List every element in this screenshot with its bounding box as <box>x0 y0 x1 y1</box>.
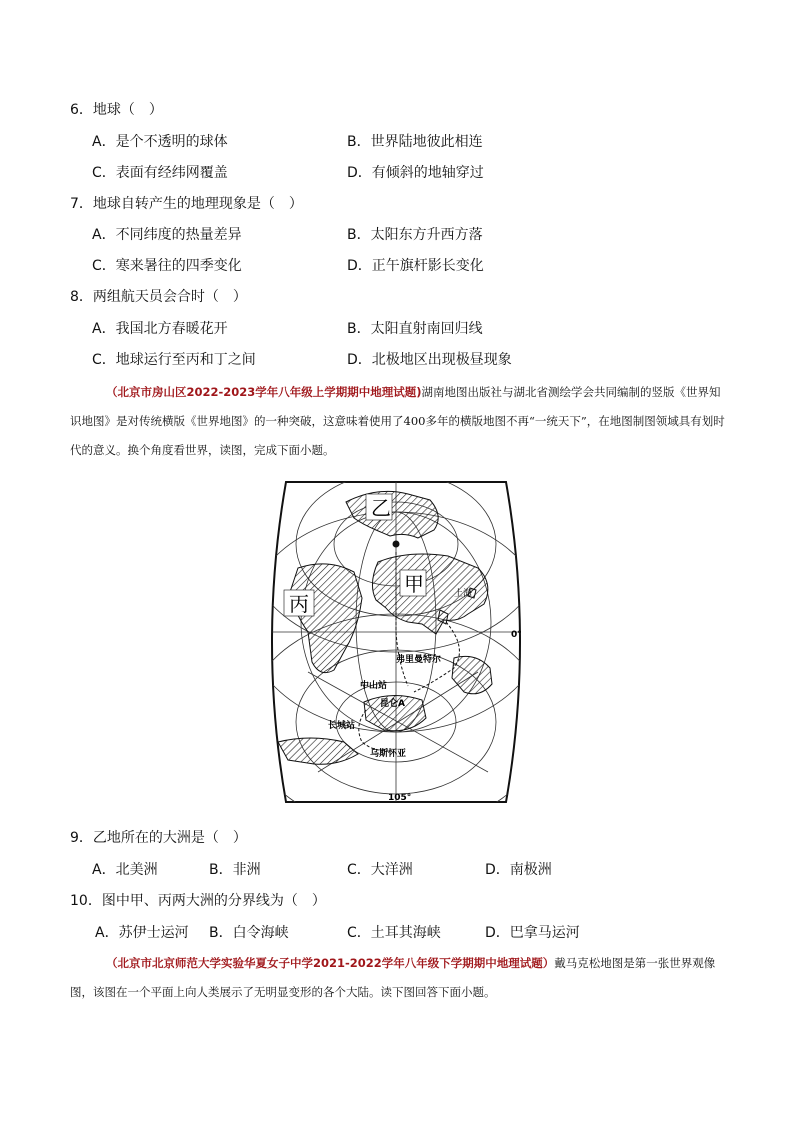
q8-option-b[interactable]: B．太阳直射南回归线 <box>347 321 483 337</box>
q7-option-a[interactable]: A．不同纬度的热量差异 <box>92 227 242 243</box>
map-label-shanghai: 上海 <box>454 589 473 599</box>
q8-option-a[interactable]: A．我国北方春暖花开 <box>92 321 228 337</box>
map-label-105-degree: 105° <box>388 793 412 803</box>
q10-option-a[interactable]: A．苏伊士运河 <box>95 925 189 941</box>
map-label-kunlun: 昆仑A <box>380 699 405 709</box>
map-label-yi: 乙 <box>371 496 391 520</box>
q8-option-d[interactable]: D．北极地区出现极昼现象 <box>347 352 512 368</box>
q6-option-a[interactable]: A．是个不透明的球体 <box>92 134 228 150</box>
q6-stem: 6．地球（ ） <box>70 102 163 118</box>
q7-option-c[interactable]: C．寒来暑往的四季变化 <box>92 258 242 274</box>
intro-2-text: 戴马克松地图是第一张世界观像图，该图在一个平面上向人类展示了无明显变形的各个大陆。读下图回答下面小题。 <box>70 956 716 999</box>
intro-1-text: 湖南地图出版社与湖北省测绘学会共同编制的竖版《世界知识地图》是对传统横版《世界地图》的一种突破，这意味着使用了400多年的横版地图不再“一统天下”，在地图制图领域具有划时代的意义。换个角度看世界，读图，完成下面小题。 <box>70 385 725 457</box>
map-label-bing: 丙 <box>289 592 309 616</box>
intro-paragraph-1 <box>70 378 730 465</box>
q8-stem: 8．两组航天员会合时（ ） <box>70 289 247 305</box>
q7-option-b[interactable]: B．太阳东方升西方落 <box>347 227 483 243</box>
q9-option-d[interactable]: D．南极洲 <box>485 862 552 878</box>
q9-option-c[interactable]: C．大洋洲 <box>347 862 413 878</box>
q8-option-c[interactable]: C．地球运行至丙和丁之间 <box>92 352 256 368</box>
beijing-point <box>393 541 400 548</box>
intro-1-source: （北京市房山区2022-2023学年八年级上学期期中地理试题) <box>106 385 422 399</box>
q6-option-b[interactable]: B．世界陆地彼此相连 <box>347 134 483 150</box>
intro-paragraph-2 <box>70 949 730 1007</box>
q9-option-a[interactable]: A．北美洲 <box>92 862 158 878</box>
q10-option-c[interactable]: C．土耳其海峡 <box>347 925 441 941</box>
intro-2-source: （北京市北京师范大学实验华夏女子中学2021-2022学年八年级下学期期中地理试题） <box>106 956 555 970</box>
map-label-0-degree: 0° <box>511 630 522 640</box>
map-label-zhongshan-station: 中山站 <box>360 681 388 691</box>
map-label-fremantle: 弗里曼特尔 <box>396 655 442 665</box>
q10-stem: 10．图中甲、丙两大洲的分界线为（ ） <box>70 893 326 909</box>
q6-option-c[interactable]: C．表面有经纬网覆盖 <box>92 165 228 181</box>
q9-option-b[interactable]: B．非洲 <box>209 862 261 878</box>
q10-option-d[interactable]: D．巴拿马运河 <box>485 925 580 941</box>
map-label-changcheng-station: 长城站 <box>328 721 356 731</box>
q7-stem: 7．地球自转产生的地理现象是（ ） <box>70 196 303 212</box>
q7-option-d[interactable]: D．正午旗杆影长变化 <box>347 258 484 274</box>
map-label-jia: 甲 <box>404 572 424 596</box>
map-label-ushuaia: 乌斯怀亚 <box>370 749 407 759</box>
world-map-svg <box>258 472 534 812</box>
q10-option-b[interactable]: B．白令海峡 <box>209 925 289 941</box>
world-map-figure <box>258 472 534 812</box>
q6-option-d[interactable]: D．有倾斜的地轴穿过 <box>347 165 484 181</box>
q9-stem: 9．乙地所在的大洲是（ ） <box>70 830 247 846</box>
